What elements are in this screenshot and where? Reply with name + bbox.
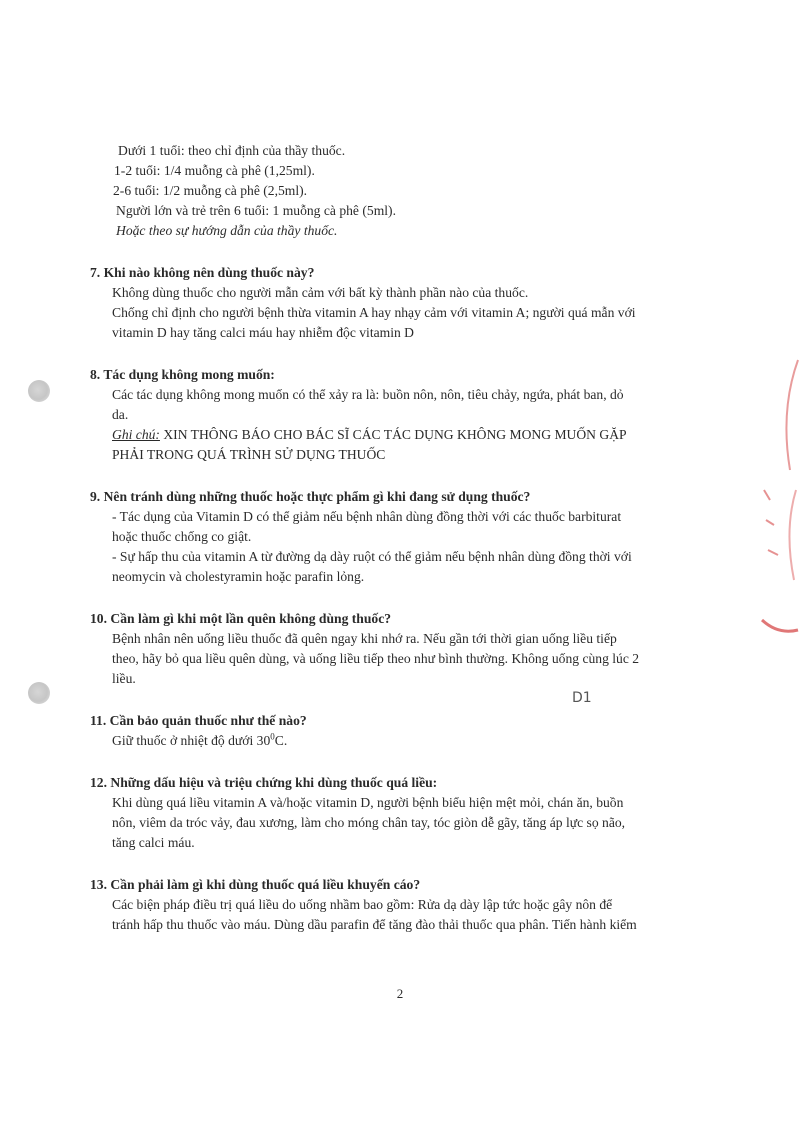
dosage-2-6: 2-6 tuổi: 1/2 muỗng cà phê (2,5ml). [113,183,308,198]
page-number: 2 [396,986,404,1001]
degree-sup: 0 [270,731,275,742]
note-text: XIN THÔNG BÁO CHO BÁC SĨ CÁC TÁC DỤNG KHÔNG MONG MUỐN GẶP [159,427,627,442]
section-8-line-2: da. [112,407,129,422]
section-10-line-3: liều. [112,671,136,686]
section-7-heading: 7. Khi nào không nên dùng thuốc này? [90,265,315,280]
section-7-line-3: vitamin D hay tăng calci máu hay nhiễm độc vitamin D [112,325,415,340]
section-7-line-2: Chống chỉ định cho người bệnh thừa vitamin A hay nhạy cảm với vitamin A; người quá mẫn với [112,305,636,320]
dosage-adult: Người lớn và trẻ trên 6 tuổi: 1 muỗng cà phê (5ml). [116,203,396,218]
section-10-heading: 10. Cần làm gì khi một lần quên không dùng thuốc? [90,611,392,626]
section-12-line-2: nôn, viêm da tróc vảy, đau xương, làm cho móng chân tay, tóc giòn dễ gãy, tăng áp lực sọ não, [112,815,626,830]
dosage-physician-note: Hoặc theo sự hướng dẫn của thầy thuốc. [116,223,338,238]
dosage-1-2: 1-2 tuổi: 1/4 muỗng cà phê (1,25ml). [114,163,315,178]
section-7-line-1: Không dùng thuốc cho người mẫn cảm với bất kỳ thành phần nào của thuốc. [112,285,529,300]
section-12-line-1: Khi dùng quá liều vitamin A và/hoặc vitamin D, người bệnh biểu hiện mệt mỏi, chán ăn, buồn [112,795,624,810]
section-10-line-2: theo, hãy bỏ qua liều quên dùng, và uống liều tiếp theo như bình thường. Không uống cùng lúc 2 [112,651,640,666]
section-11-heading: 11. Cần bảo quản thuốc như thế nào? [90,713,307,728]
section-11-line-1 [112,732,287,750]
section-13-line-2: tránh hấp thu thuốc vào máu. Dùng dầu parafin để tăng đào thải thuốc qua phân. Tiến hành kiểm [112,917,637,932]
punch-hole-top [28,380,50,402]
section-13-line-1: Các biện pháp điều trị quá liều do uống nhầm bao gồm: Rửa dạ dày lập tức hoặc gây nôn để [112,897,613,912]
section-9-line-1: - Tác dụng của Vitamin D có thể giảm nếu bệnh nhân dùng đồng thời với các thuốc barbiturat [112,509,622,524]
section-9-line-4: neomycin và cholestyramin hoặc parafin lỏng. [112,569,365,584]
section-8-line-4: PHẢI TRONG QUÁ TRÌNH SỬ DỤNG THUỐC [112,447,386,462]
section-12-heading: 12. Những dấu hiệu và triệu chứng khi dùng thuốc quá liều: [90,775,438,790]
section-8-heading: 8. Tác dụng không mong muốn: [90,367,275,382]
section-9-line-2: hoặc thuốc chống co giật. [112,529,252,544]
section-13-heading: 13. Cần phải làm gì khi dùng thuốc quá liều khuyến cáo? [90,877,421,892]
section-8-line-1: Các tác dụng không mong muốn có thể xảy ra là: buồn nôn, nôn, tiêu chảy, ngứa, phát ban, dỏ [112,387,624,402]
note-label: Ghi chú: [112,427,160,442]
dosage-under-1: Dưới 1 tuổi: theo chỉ định của thầy thuốc. [118,143,346,158]
section-12-line-3: tăng calci máu. [112,835,195,850]
handwritten-mark: D1 [572,690,592,706]
section-8-note [112,426,627,444]
storage-text: Giữ thuốc ở nhiệt độ dưới 30 [112,733,271,748]
section-9-heading: 9. Nên tránh dùng những thuốc hoặc thực phẩm gì khi đang sử dụng thuốc? [90,489,531,504]
punch-hole-bottom [28,682,50,704]
section-9-line-3: - Sự hấp thu của vitamin A từ đường dạ dày ruột có thể giảm nếu bệnh nhân dùng đồng thời với [112,549,632,564]
red-stamp-fragment [760,350,800,650]
section-10-line-1: Bệnh nhân nên uống liều thuốc đã quên ngay khi nhớ ra. Nếu gần tới thời gian uống liều tiếp [112,631,617,646]
storage-unit: C. [274,733,288,748]
